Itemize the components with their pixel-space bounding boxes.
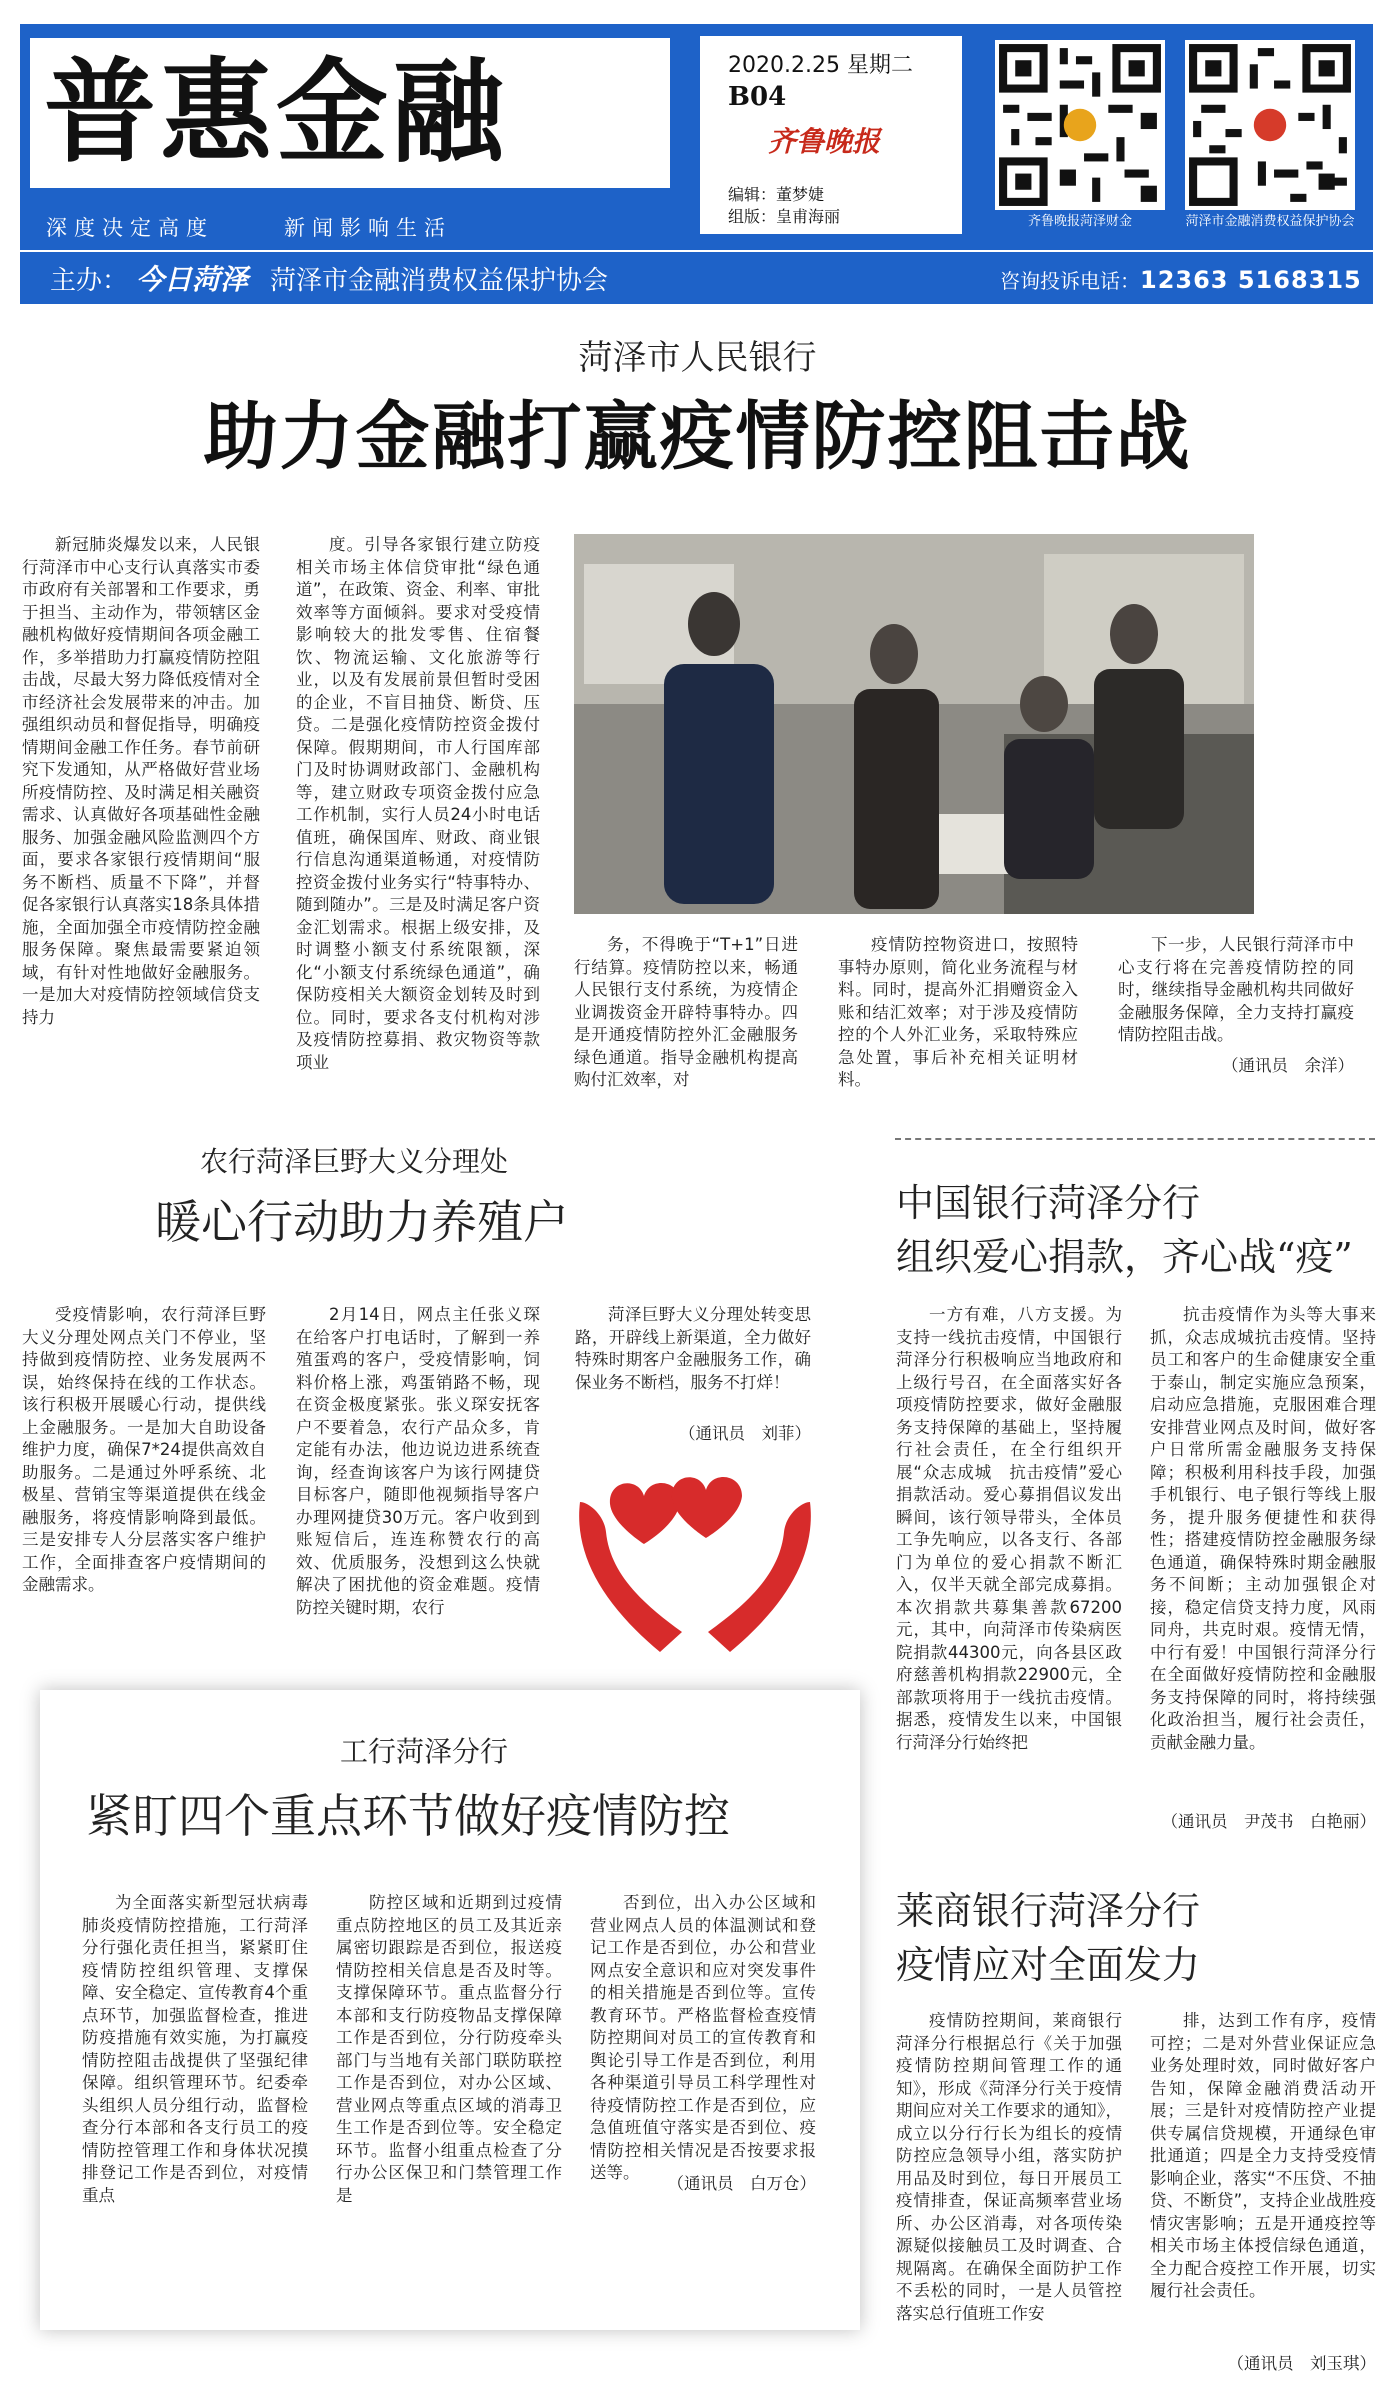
article3-headline: 组织爱心捐款，齐心战“疫”: [896, 1235, 1353, 1279]
qr-block-2: [1165, 40, 1375, 229]
qr-block-1: [975, 40, 1185, 229]
article4-col3: 否到位，出入办公区域和营业网点人员的体温测试和登记工作是否到位，办公和营业网点安全意识和应对突发事件的相关措施是否到位等。宣传教育环节。严格监督检查疫情防控期间对员工的宣传教育和舆论引导工作是否到位，利用各种渠道引导员工科学理性对待疫情防控工作是否到位，应急值班值守落实是否到位、疫情防控相关情况是否按要求报送等。: [590, 1893, 816, 2182]
qr-caption-2: 菏泽市金融消费权益保护协会: [1185, 214, 1355, 229]
article2-kicker: 农行菏泽巨野大义分理处: [200, 1145, 509, 1178]
issue-number: B04: [728, 82, 787, 112]
article2-signature: （通讯员 刘菲）: [679, 1424, 811, 1443]
issue-date: 2020.2.25 星期二: [728, 53, 913, 78]
office-photo-image: [574, 534, 1254, 914]
host-line: [50, 258, 608, 298]
article5-col2: 排，达到工作有序，疫情可控；二是对外营业保证应急业务处理时效，同时做好客户告知，保障金融消费活动开展；三是针对疫情防控产业提供专属信贷规模，开通绿色审批通道；四是全力支持受疫情影响企业，落实“不压贷、不抽贷、不断贷”，支持企业战胜疫情灾害影响；五是开通疫控等相关市场主体授信绿色通道，全力配合疫控工作开展，切实履行社会责任。: [1150, 2011, 1376, 2300]
host-brand: 今日菏泽: [136, 263, 249, 296]
slogan-right: 新闻影响生活: [284, 216, 452, 240]
article1-col4: 疫情防控物资进口，按照特事特办原则，简化业务流程与材料。同时，提高外汇捐赠资金入账和结汇效率；对于涉及疫情防控的个人外汇业务，采取特殊应急处置，事后补充相关证明材料。: [838, 935, 1078, 1089]
article3-col1: 一方有难，八方支援。为支持一线抗击疫情，中国银行菏泽分行积极响应当地政府和上级行号召，在全面落实好各项疫情防控要求，做好金融服务支持保障的基础上，坚持履行社会责任，在全行组织开展“众志成城 抗击疫情”爱心捐款活动。爱心募捐倡议发出瞬间，该行领导带头，全体员工争先响应，以各支行、各部门为单位的爱心捐款不断汇入，仅半天就全部完成募捐。本次捐款共募集善款67200元，其中，向菏泽市传染病医院捐款44300元，向各县区政府慈善机构捐款22900元，全部款项将用于一线抗击疫情。据悉，疫情发生以来，中国银行菏泽分行始终把: [896, 1305, 1122, 1752]
slogan-left: 深度决定高度: [46, 216, 214, 240]
article4-col2: 防控区域和近期到过疫情重点防控地区的员工及其近亲属密切跟踪是否到位，报送疫情防控相关信息是否及时等。支撑保障环节。重点监督分行本部和支行防疫物品支撑保障工作是否到位，分行防疫牵头部门与当地有关部门联防联控工作是否到位，对办公区域、营业网点等重点区域的消毒卫生工作是否到位等。安全稳定环节。监督小组重点检查了分行办公区保卫和门禁管理工作是: [336, 1893, 562, 2205]
hotline-label: 咨询投诉电话：: [1000, 269, 1140, 293]
article4-col1: 为全面落实新型冠状病毒肺炎疫情防控措施，工行菏泽分行强化责任担当，紧紧盯住疫情防控组织管理、支撑保障、安全稳定、宣传教育4个重点环节，加强监督检查，推进防疫措施有效实施，为打赢疫情防控阻击战提供了坚强纪律保障。组织管理环节。纪委牵头组织人员分组行动，监督检查分行本部和各支行员工的疫情防控管理工作和身体状况摸排登记工作是否到位，对疫情重点: [82, 1893, 308, 2205]
masthead-title-box: [30, 38, 670, 188]
article1-col3: 务，不得晚于“T+1”日进行结算。疫情防控以来，畅通人民银行支付系统，为疫情企业调拨资金开辟特事特办。四是开通疫情防控外汇金融服务绿色通道。指导金融机构提高购付汇效率，对: [574, 935, 798, 1089]
article1-col2: 度。引导各家银行建立防疫相关市场主体信贷审批“绿色通道”，在政策、资金、利率、审批效率等方面倾斜。要求对受疫情影响较大的批发零售、住宿餐饮、物流运输、文化旅游等行业，以及有发展前景但暂时受困的企业，不盲目抽贷、断贷、压贷。二是强化疫情防控资金拨付保障。假期期间，市人行国库部门及时协调财政部门、金融机构等，建立财政专项资金拨付应急工作机制，实行人员24小时电话值班，确保国库、财政、商业银行信息沟通渠道畅通，对疫情防控资金拨付业务实行“特事特办、随到随办”。三是及时满足客户资金汇划需求。根据上级安排，及时调整小额支付系统限额，深化“小额支付系统绿色通道”，确保防疫相关大额资金划转及时到位。同时，要求各支付机构对涉及疫情防控募捐、救灾物资等款项业: [296, 535, 540, 1072]
article5-col1: 疫情防控期间，莱商银行菏泽分行根据总行《关于加强疫情防控期间管理工作的通知》，形成《菏泽分行关于疫情期间应对关工作要求的通知》，成立以分行行长为组长的疫情防控应急领导小组，落实防护用品及时到位，每日开展员工疫情排查，保证高频率营业场所、办公区消毒，对各项传染源疑似接触员工及时调查、合规隔离。在确保全面防护工作不丢松的同时，一是人员管控落实总行值班工作安: [896, 2011, 1122, 2323]
hotline: [1000, 265, 1362, 294]
newspaper-logo: 齐鲁晚报: [768, 125, 881, 158]
article4-signature: （通讯员 白万仓）: [667, 2174, 816, 2193]
page-title: 普惠金融: [44, 47, 508, 178]
article1-col5: 下一步，人民银行菏泽市中心支行将在完善疫情防控的同时，继续指导金融机构共同做好金融服务保障，全力支持打赢疫情防控阻击战。: [1118, 935, 1354, 1044]
article5-kicker: 莱商银行菏泽分行: [896, 1889, 1201, 1933]
article4-headline: 紧盯四个重点环节做好疫情防控: [86, 1789, 730, 1843]
article2-col1: 受疫情影响，农行菏泽巨野大义分理处网点关门不停业，坚持做到疫情防控、业务发展两不误，始终保持在线的工作状态。该行积极开展暖心行动，提供线上金融服务。一是加大自助设备维护力度，确保7*24提供高效自助服务。二是通过外呼系统、北极星、营销宝等渠道提供在线金融服务，将疫情影响降到最低。三是安排专人分层落实客户维护工作，全面排查客户疫情期间的金融需求。: [22, 1305, 266, 1594]
article1-photo: [574, 534, 1254, 914]
section-divider: [895, 1138, 1375, 1140]
article4-kicker: 工行菏泽分行: [340, 1735, 509, 1768]
article1-headline: 助力金融打赢疫情防控阻击战: [203, 394, 1192, 480]
editor-credits: [728, 184, 840, 228]
article1-col1: 新冠肺炎爆发以来，人民银行菏泽市中心支行认真落实市委市政府有关部署和工作要求，勇于担当、主动作为，带领辖区金融机构做好疫情期间各项金融工作，多举措助力打赢疫情防控阻击战，尽最大努力降低疫情对全市经济社会发展带来的冲击。加强组织动员和督促指导，明确疫情期间金融工作任务。春节前研究下发通知，从严格做好营业场所疫情防控、及时满足相关融资需求、认真做好各项基础性金融服务、加强金融风险监测四个方面，要求各家银行疫情期间“服务不断档、质量不下降”，并督促各家银行认真落实18条具体措施，全面加强全市疫情防控金融服务保障。聚焦最需要紧迫领域，有针对性地做好金融服务。一是加大对疫情防控领域信贷支持力: [22, 535, 260, 1027]
article1-kicker: 菏泽市人民银行: [578, 338, 817, 378]
article3-signature: （通讯员 尹茂书 白艳丽）: [1161, 1812, 1376, 1831]
qr-caption-1: 齐鲁晚报菏泽财金: [1027, 214, 1132, 229]
masthead-slogan: [46, 212, 666, 242]
qr-code-icon: [995, 40, 1165, 210]
article5-signature: （通讯员 刘玉琪）: [1227, 2354, 1376, 2373]
article3-col2: 抗击疫情作为头等大事来抓，众志成城抗击疫情。坚持员工和客户的生命健康安全重于泰山，制定实施应急预案，启动应急措施，克服困难合理安排营业网点及时间，做好客户日常所需金融服务支持保障；积极利用科技手段，加强手机银行、电子银行等线上服务，提升服务便捷性和获得性；搭建疫情防控金融服务绿色通道，确保特殊时期金融服务不间断；主动加强银企对接，稳定信贷支持力度，风雨同舟，共克时艰。疫情无情，中行有爱！中国银行菏泽分行在全面做好疫情防控和金融服务支持保障的同时，将持续强化政治担当，履行社会责任，贡献金融力量。: [1150, 1305, 1376, 1752]
hotline-number: 12363 5168315: [1140, 266, 1362, 294]
article2-headline: 暖心行动助力养殖户: [155, 1195, 569, 1249]
article2-col3: 菏泽巨野大义分理处转变思路，开辟线上新渠道，全力做好特殊时期客户金融服务工作，确保业务不断档，服务不打烊！: [575, 1305, 811, 1392]
article2-col2: 2月14日，网点主任张义琛在给客户打电话时，了解到一养殖蛋鸡的客户，受疫情影响，饲料价格上涨，鸡蛋销路不畅，现在资金极度紧张。张义琛安抚客户不要着急，农行产品众多，肯定能有办法，他边说边进系统查询，经查询该客户为该行网捷贷目标客户，随即他视频指导客户办理网捷贷30万元。客户收到到账短信后，连连称赞农行的高效、优质服务，没想到这么快就解决了困扰他的资金难题。疫情防控关键时期，农行: [296, 1305, 540, 1617]
hands-heart-icon: [570, 1462, 820, 1662]
host-org: 菏泽市金融消费权益保护协会: [270, 266, 609, 296]
layout-name: 组版：皇甫海丽: [728, 207, 841, 226]
article1-signature: （通讯员 余洋）: [1222, 1056, 1354, 1075]
article3-kicker: 中国银行菏泽分行: [896, 1181, 1201, 1225]
article5-headline: 疫情应对全面发力: [896, 1943, 1201, 1987]
host-label: 主办：: [50, 266, 129, 296]
editor-name: 编辑：董梦婕: [728, 185, 825, 204]
qr-code-icon: [1185, 40, 1355, 210]
